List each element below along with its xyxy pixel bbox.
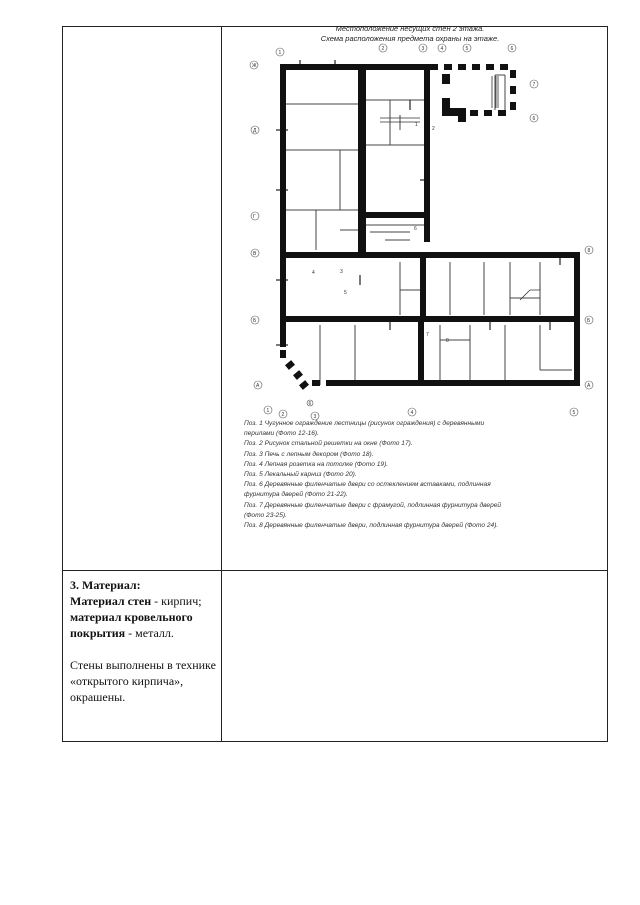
svg-text:Г: Г xyxy=(253,214,256,220)
svg-text:А: А xyxy=(587,383,591,389)
svg-text:6: 6 xyxy=(308,401,312,407)
axis-right-7 xyxy=(530,80,538,88)
legend-line: Поз. 8 Деревянные филенчатые двери, подлинная фурнитура дверей (Фото 24). xyxy=(244,522,499,530)
legend-line: Поз. 7 Деревянные филенчатые двери с фрамугой, подлинная фурнитура дверей xyxy=(244,501,502,509)
room-6: 6 xyxy=(414,226,417,232)
plan-legend xyxy=(244,419,594,531)
axis-top-4 xyxy=(438,44,446,52)
walls-label: Материал стен xyxy=(70,594,152,608)
axis-bottom-2 xyxy=(279,410,287,418)
axis-bottom-4 xyxy=(408,408,416,416)
svg-text:1: 1 xyxy=(266,408,270,414)
room-1: 1 xyxy=(415,122,418,128)
walls-material xyxy=(70,593,220,609)
svg-text:Ж: Ж xyxy=(252,63,257,69)
axis-bottom-6 xyxy=(307,400,313,407)
axis-top-3 xyxy=(419,44,427,52)
axis-top-1 xyxy=(276,48,284,56)
axis-right-6 xyxy=(530,114,538,122)
svg-text:1: 1 xyxy=(278,50,282,56)
room-7: 7 xyxy=(426,332,429,338)
svg-text:2: 2 xyxy=(281,412,285,418)
axis-left-a xyxy=(254,381,262,389)
axis-top-5 xyxy=(463,44,471,52)
roof-label: материал кровельного покрытия xyxy=(70,610,193,640)
axis-right-b xyxy=(585,316,593,324)
room-3: 3 xyxy=(340,269,343,275)
plan-title-line2: Схема расположения предмета охраны на этаже. xyxy=(320,34,500,43)
row-divider xyxy=(63,570,607,571)
roof-value: - металл. xyxy=(125,626,174,640)
legend-line: Поз. 5 Лекальный карниз (Фото 20). xyxy=(244,471,357,479)
svg-text:6: 6 xyxy=(532,116,536,122)
legend-line: Поз. 2 Рисунок стальной решетки на окне (Фото 17). xyxy=(244,440,413,448)
room-2: 2 xyxy=(432,126,435,132)
legend-line: Поз. 1 Чугунное ограждение лестницы (рисунок ограждения) с деревянными xyxy=(244,420,485,427)
window-marks xyxy=(276,60,560,345)
axis-top-6 xyxy=(508,44,516,52)
svg-text:В: В xyxy=(253,251,257,257)
axis-bottom-1 xyxy=(264,406,272,414)
svg-text:4: 4 xyxy=(410,410,414,416)
material-description: Стены выполнены в технике «открытого кирпича», окрашены. xyxy=(70,658,216,704)
plan-title-line1: Местоположение несущих стен 2 этажа. xyxy=(335,24,485,33)
column-divider xyxy=(221,27,222,741)
svg-text:6: 6 xyxy=(510,46,514,52)
svg-text:Б: Б xyxy=(253,318,257,324)
svg-text:Б: Б xyxy=(587,318,591,324)
walls-value: - кирпич; xyxy=(151,594,202,608)
svg-text:А: А xyxy=(256,383,260,389)
legend-line: фурнитура дверей (Фото 21-22). xyxy=(244,491,348,499)
svg-text:2: 2 xyxy=(381,46,385,52)
axis-right-8 xyxy=(585,246,593,254)
svg-text:3: 3 xyxy=(421,46,425,52)
roof-material xyxy=(70,609,220,641)
svg-text:5: 5 xyxy=(572,410,576,416)
svg-text:7: 7 xyxy=(532,82,536,88)
axis-left-zh xyxy=(250,61,258,69)
axis-top-2 xyxy=(379,44,387,52)
svg-text:8: 8 xyxy=(587,248,591,254)
axis-left-v xyxy=(251,249,259,257)
axis-left-g xyxy=(251,212,259,220)
room-8: 8 xyxy=(446,338,449,344)
axis-left-d xyxy=(251,126,259,134)
room-5: 5 xyxy=(344,290,347,296)
legend-line: Поз. 4 Лепная розетка на потолке (Фото 19). xyxy=(244,460,389,468)
legend-line: Поз. 3 Печь с лепным декором (Фото 18). xyxy=(244,450,374,458)
svg-text:5: 5 xyxy=(465,46,469,52)
legend-line: перилами (Фото 12-16). xyxy=(244,430,319,438)
legend-line: (Фото 23-25). xyxy=(244,511,287,519)
axis-right-a xyxy=(585,381,593,389)
axis-bottom-5 xyxy=(570,408,578,416)
svg-text:4: 4 xyxy=(440,46,444,52)
axis-left-b xyxy=(251,316,259,324)
svg-text:Д: Д xyxy=(253,128,257,134)
room-4: 4 xyxy=(312,270,315,276)
floor-plan xyxy=(240,40,610,420)
load-bearing-walls xyxy=(280,64,580,386)
svg-text:3: 3 xyxy=(313,414,317,420)
legend-line: Поз. 6 Деревянные филенчатые двери со остеклением вставками, подлинная xyxy=(244,481,491,489)
material-heading: 3. Материал: xyxy=(70,578,141,592)
material-section xyxy=(70,577,220,705)
